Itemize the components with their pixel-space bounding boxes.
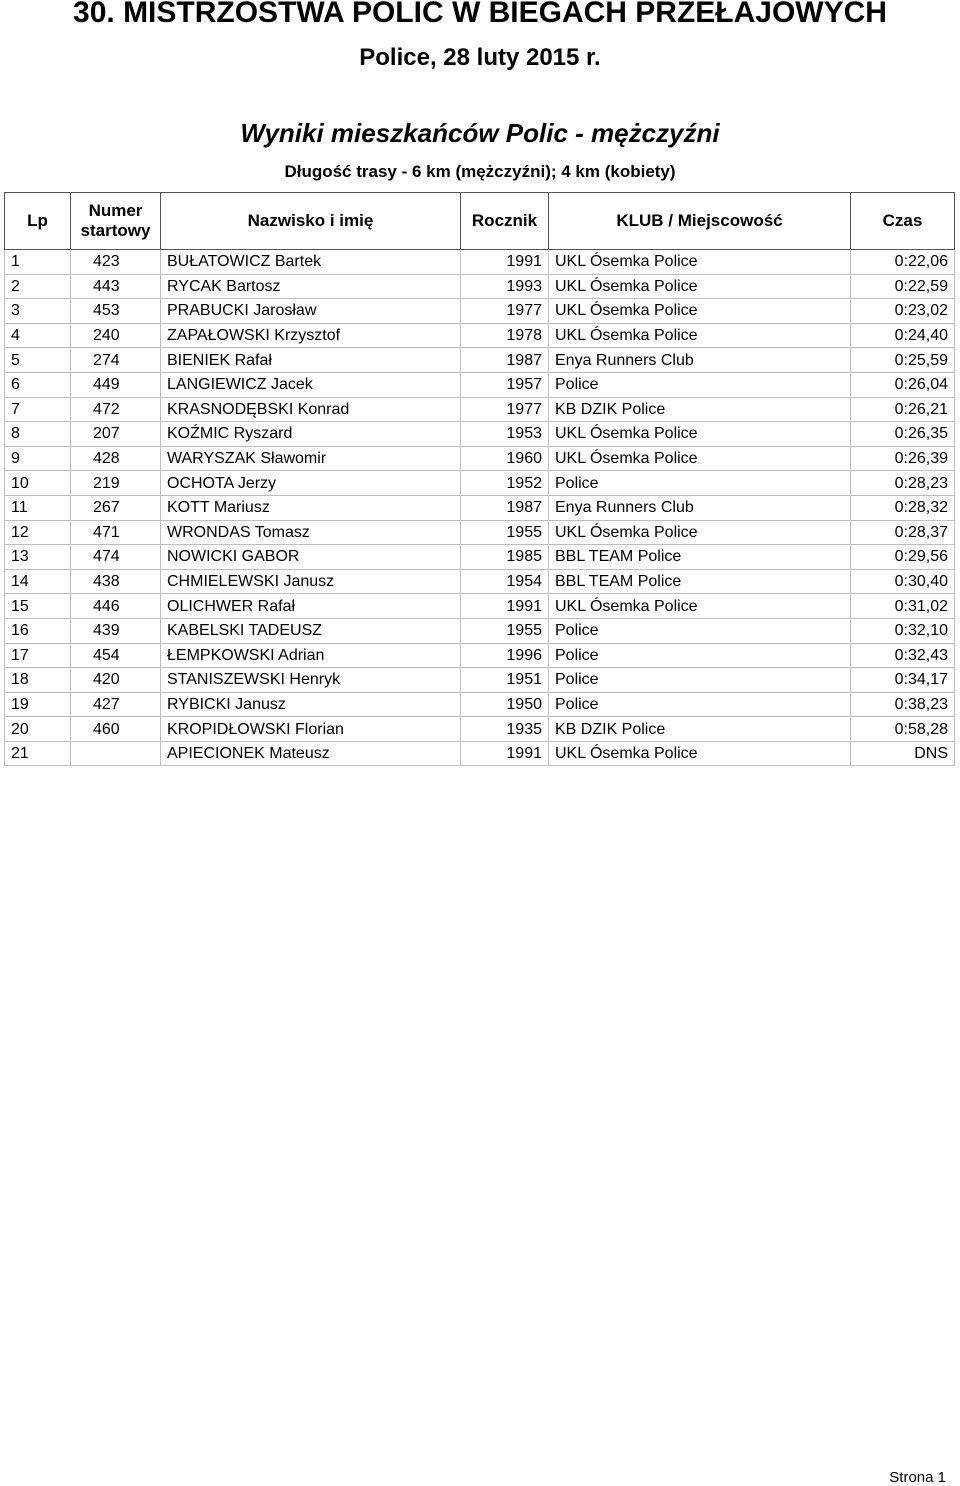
cell-lp: 8 bbox=[5, 422, 71, 447]
cell-year: 1955 bbox=[461, 618, 549, 643]
cell-year: 1953 bbox=[461, 422, 549, 447]
cell-name: OLICHWER Rafał bbox=[161, 594, 461, 619]
cell-start-number: 207 bbox=[71, 422, 161, 447]
cell-start-number: 240 bbox=[71, 323, 161, 348]
cell-time: 0:23,02 bbox=[851, 299, 955, 324]
cell-name: PRABUCKI Jarosław bbox=[161, 299, 461, 324]
cell-time: 0:26,35 bbox=[851, 422, 955, 447]
cell-lp: 17 bbox=[5, 643, 71, 668]
cell-year: 1996 bbox=[461, 643, 549, 668]
cell-year: 1951 bbox=[461, 668, 549, 693]
cell-start-number: 219 bbox=[71, 471, 161, 496]
cell-name: RYBICKI Janusz bbox=[161, 692, 461, 717]
cell-time: 0:28,32 bbox=[851, 495, 955, 520]
cell-start-number: 427 bbox=[71, 692, 161, 717]
table-row bbox=[5, 299, 955, 324]
cell-start-number: 454 bbox=[71, 643, 161, 668]
cell-year: 1991 bbox=[461, 250, 549, 275]
cell-time: 0:58,28 bbox=[851, 717, 955, 742]
cell-time: 0:24,40 bbox=[851, 323, 955, 348]
table-row bbox=[5, 274, 955, 299]
event-date: Police, 28 luty 2015 r. bbox=[359, 44, 601, 71]
results-table bbox=[4, 192, 955, 766]
cell-name: KABELSKI TADEUSZ bbox=[161, 618, 461, 643]
cell-year: 1977 bbox=[461, 397, 549, 422]
cell-lp: 6 bbox=[5, 372, 71, 397]
cell-name: BUŁATOWICZ Bartek bbox=[161, 250, 461, 275]
cell-lp: 15 bbox=[5, 594, 71, 619]
table-row bbox=[5, 250, 955, 275]
table-row bbox=[5, 668, 955, 693]
table-row bbox=[5, 372, 955, 397]
cell-name: RYCAK Bartosz bbox=[161, 274, 461, 299]
cell-club: KB DZIK Police bbox=[549, 717, 851, 742]
table-row bbox=[5, 471, 955, 496]
cell-time: 0:38,23 bbox=[851, 692, 955, 717]
cell-club: UKL Ósemka Police bbox=[549, 520, 851, 545]
cell-club: Police bbox=[549, 692, 851, 717]
cell-name: LANGIEWICZ Jacek bbox=[161, 372, 461, 397]
cell-lp: 3 bbox=[5, 299, 71, 324]
cell-year: 1954 bbox=[461, 569, 549, 594]
cell-name: ZAPAŁOWSKI Krzysztof bbox=[161, 323, 461, 348]
cell-club: Enya Runners Club bbox=[549, 348, 851, 373]
cell-club: Police bbox=[549, 372, 851, 397]
cell-year: 1977 bbox=[461, 299, 549, 324]
cell-lp: 20 bbox=[5, 717, 71, 742]
cell-start-number: 439 bbox=[71, 618, 161, 643]
cell-club: BBL TEAM Police bbox=[549, 545, 851, 570]
cell-start-number: 472 bbox=[71, 397, 161, 422]
cell-lp: 14 bbox=[5, 569, 71, 594]
cell-club: UKL Ósemka Police bbox=[549, 299, 851, 324]
cell-club: UKL Ósemka Police bbox=[549, 323, 851, 348]
cell-year: 1991 bbox=[461, 594, 549, 619]
cell-name: STANISZEWSKI Henryk bbox=[161, 668, 461, 693]
document-title: 30. MISTRZOSTWA POLIC W BIEGACH PRZEŁAJOWYCH bbox=[73, 0, 887, 29]
header-lp: Lp bbox=[5, 193, 71, 250]
cell-year: 1957 bbox=[461, 372, 549, 397]
cell-club: Police bbox=[549, 471, 851, 496]
cell-name: BIENIEK Rafał bbox=[161, 348, 461, 373]
cell-lp: 18 bbox=[5, 668, 71, 693]
cell-start-number: 267 bbox=[71, 495, 161, 520]
cell-club: UKL Ósemka Police bbox=[549, 274, 851, 299]
cell-lp: 10 bbox=[5, 471, 71, 496]
cell-time: 0:22,06 bbox=[851, 250, 955, 275]
cell-club: UKL Ósemka Police bbox=[549, 446, 851, 471]
header-club: KLUB / Miejscowość bbox=[549, 193, 851, 250]
header-year: Rocznik bbox=[461, 193, 549, 250]
cell-club: Police bbox=[549, 618, 851, 643]
cell-start-number: 474 bbox=[71, 545, 161, 570]
cell-time: 0:30,40 bbox=[851, 569, 955, 594]
cell-year: 1955 bbox=[461, 520, 549, 545]
cell-lp: 2 bbox=[5, 274, 71, 299]
cell-lp: 21 bbox=[5, 741, 71, 766]
cell-name: KOŹMIC Ryszard bbox=[161, 422, 461, 447]
table-row bbox=[5, 692, 955, 717]
header-time: Czas bbox=[851, 193, 955, 250]
table-row bbox=[5, 618, 955, 643]
cell-name: CHMIELEWSKI Janusz bbox=[161, 569, 461, 594]
cell-year: 1952 bbox=[461, 471, 549, 496]
cell-club: BBL TEAM Police bbox=[549, 569, 851, 594]
cell-start-number: 274 bbox=[71, 348, 161, 373]
cell-year: 1960 bbox=[461, 446, 549, 471]
cell-time: 0:22,59 bbox=[851, 274, 955, 299]
table-row bbox=[5, 397, 955, 422]
cell-start-number bbox=[71, 741, 161, 766]
cell-time: 0:25,59 bbox=[851, 348, 955, 373]
cell-time: 0:32,10 bbox=[851, 618, 955, 643]
cell-time: 0:28,23 bbox=[851, 471, 955, 496]
cell-lp: 5 bbox=[5, 348, 71, 373]
cell-year: 1950 bbox=[461, 692, 549, 717]
cell-start-number: 443 bbox=[71, 274, 161, 299]
cell-start-number: 423 bbox=[71, 250, 161, 275]
cell-year: 1993 bbox=[461, 274, 549, 299]
table-row bbox=[5, 643, 955, 668]
table-row bbox=[5, 520, 955, 545]
results-subtitle: Wyniki mieszkańców Polic - mężczyźni bbox=[240, 118, 720, 148]
cell-lp: 7 bbox=[5, 397, 71, 422]
cell-lp: 12 bbox=[5, 520, 71, 545]
cell-start-number: 438 bbox=[71, 569, 161, 594]
table-row bbox=[5, 323, 955, 348]
cell-name: OCHOTA Jerzy bbox=[161, 471, 461, 496]
cell-lp: 1 bbox=[5, 250, 71, 275]
cell-club: UKL Ósemka Police bbox=[549, 594, 851, 619]
cell-club: UKL Ósemka Police bbox=[549, 741, 851, 766]
cell-start-number: 420 bbox=[71, 668, 161, 693]
cell-club: Police bbox=[549, 643, 851, 668]
cell-year: 1985 bbox=[461, 545, 549, 570]
cell-name: ŁEMPKOWSKI Adrian bbox=[161, 643, 461, 668]
header-start-number-line1: Numer bbox=[88, 201, 143, 220]
cell-time: 0:31,02 bbox=[851, 594, 955, 619]
cell-start-number: 428 bbox=[71, 446, 161, 471]
cell-name: KRASNODĘBSKI Konrad bbox=[161, 397, 461, 422]
cell-club: UKL Ósemka Police bbox=[549, 250, 851, 275]
cell-name: WRONDAS Tomasz bbox=[161, 520, 461, 545]
table-row bbox=[5, 717, 955, 742]
cell-start-number: 449 bbox=[71, 372, 161, 397]
cell-name: KOTT Mariusz bbox=[161, 495, 461, 520]
cell-lp: 11 bbox=[5, 495, 71, 520]
cell-club: UKL Ósemka Police bbox=[549, 422, 851, 447]
cell-time: 0:34,17 bbox=[851, 668, 955, 693]
cell-year: 1978 bbox=[461, 323, 549, 348]
table-header-row bbox=[5, 193, 955, 250]
cell-start-number: 460 bbox=[71, 717, 161, 742]
header-name: Nazwisko i imię bbox=[161, 193, 461, 250]
cell-year: 1987 bbox=[461, 348, 549, 373]
cell-start-number: 453 bbox=[71, 299, 161, 324]
cell-name: NOWICKI GABOR bbox=[161, 545, 461, 570]
cell-time: 0:28,37 bbox=[851, 520, 955, 545]
cell-lp: 9 bbox=[5, 446, 71, 471]
table-row bbox=[5, 446, 955, 471]
cell-name: KROPIDŁOWSKI Florian bbox=[161, 717, 461, 742]
cell-name: APIECIONEK Mateusz bbox=[161, 741, 461, 766]
cell-time: 0:26,04 bbox=[851, 372, 955, 397]
header-start-number bbox=[71, 193, 161, 250]
cell-time: 0:26,21 bbox=[851, 397, 955, 422]
cell-year: 1987 bbox=[461, 495, 549, 520]
cell-time: 0:26,39 bbox=[851, 446, 955, 471]
page-number: Strona 1 bbox=[889, 1469, 946, 1486]
table-row bbox=[5, 594, 955, 619]
table-row bbox=[5, 545, 955, 570]
cell-lp: 13 bbox=[5, 545, 71, 570]
cell-start-number: 446 bbox=[71, 594, 161, 619]
results-body bbox=[5, 250, 955, 766]
table-row bbox=[5, 348, 955, 373]
cell-club: Enya Runners Club bbox=[549, 495, 851, 520]
table-row bbox=[5, 741, 955, 766]
table-row bbox=[5, 495, 955, 520]
cell-lp: 4 bbox=[5, 323, 71, 348]
route-distance: Długość trasy - 6 km (mężczyźni); 4 km (kobiety) bbox=[284, 162, 676, 181]
cell-club: Police bbox=[549, 668, 851, 693]
cell-start-number: 471 bbox=[71, 520, 161, 545]
cell-time: 0:29,56 bbox=[851, 545, 955, 570]
cell-year: 1991 bbox=[461, 741, 549, 766]
cell-time: DNS bbox=[851, 741, 955, 766]
cell-time: 0:32,43 bbox=[851, 643, 955, 668]
table-row bbox=[5, 569, 955, 594]
header-start-number-line2: startowy bbox=[80, 221, 151, 240]
cell-lp: 19 bbox=[5, 692, 71, 717]
cell-lp: 16 bbox=[5, 618, 71, 643]
cell-name: WARYSZAK Sławomir bbox=[161, 446, 461, 471]
table-row bbox=[5, 422, 955, 447]
cell-club: KB DZIK Police bbox=[549, 397, 851, 422]
cell-year: 1935 bbox=[461, 717, 549, 742]
